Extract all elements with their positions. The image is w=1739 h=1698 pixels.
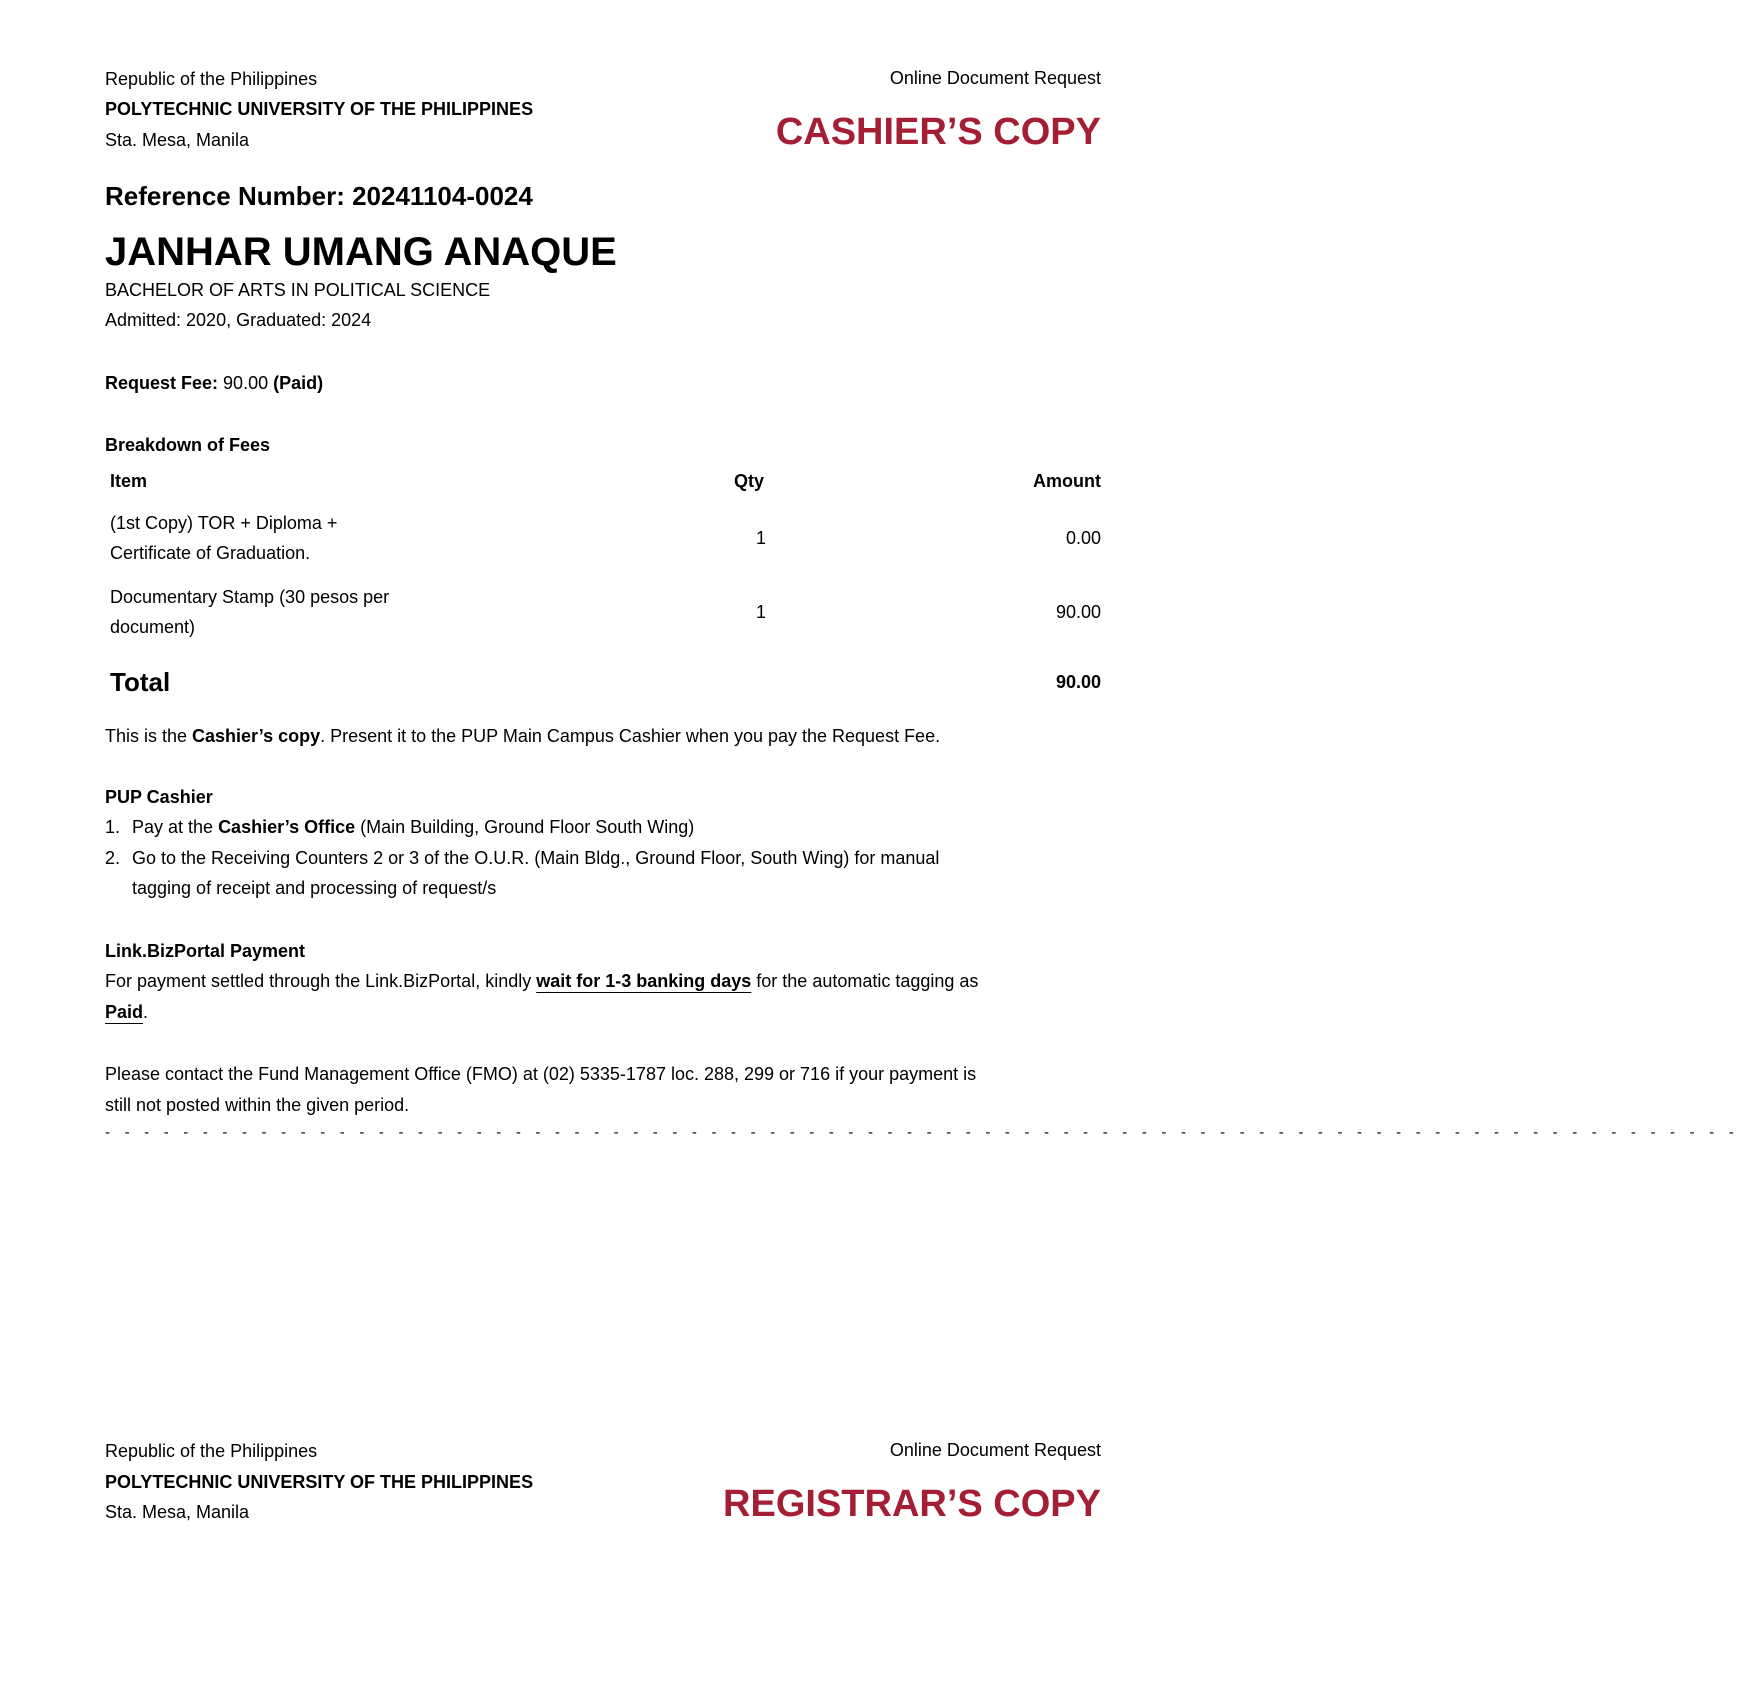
request-fee-label: Request Fee: [105,373,219,393]
pup-cashier-step-1 [105,816,694,838]
cut-line-divider: - - - - - - - - - - - - - - - - - - - - - - - - - - - - - - - - - - - - - - - - - - - - - - - - - - - - - - - - - - - - - - - - - - - - - - - - - - - - - - - - - - - - [105,1124,1739,1141]
request-fee [105,372,323,394]
notice-bold: Cashier’s copy [192,726,321,746]
table-row [105,576,1101,650]
step1-suffix: (Main Building, Ground Floor South Wing) [355,817,695,837]
university-location: Sta. Mesa, Manila [105,1502,250,1522]
row-amount: 0.00 [1065,528,1101,548]
registrars-copy-title: REGISTRAR’S COPY [723,1483,1101,1525]
university-name: POLYTECHNIC UNIVERSITY OF THE PHILIPPINES [105,1472,534,1492]
bizportal-line-2 [105,1001,148,1023]
step-number: 1. [105,817,121,837]
bizportal-period: . [143,1002,149,1022]
bizportal-line-1 [105,970,978,992]
bizportal-suffix: for the automatic tagging as [751,971,979,991]
request-fee-amount: 90.00 [223,373,269,393]
column-header-qty: Qty [734,471,765,491]
breakdown-title: Breakdown of Fees [105,435,271,455]
reference-number-value: 20241104-0024 [352,181,533,211]
row-qty: 1 [756,528,767,548]
university-location: Sta. Mesa, Manila [105,130,250,150]
bizportal-paid: Paid [105,1002,144,1022]
row-item-line2: document) [110,617,196,637]
total-amount: 90.00 [1055,672,1101,692]
column-header-item: Item [110,471,148,491]
step1-bold: Cashier’s Office [218,817,356,837]
table-row [105,502,1101,576]
reference-number-label: Reference Number: [105,181,345,211]
online-document-request-label: Online Document Request [889,1440,1101,1460]
row-amount: 90.00 [1055,602,1101,622]
request-fee-status: (Paid) [273,373,324,393]
bizportal-prefix: For payment settled through the Link.BizPortal, kindly [105,971,537,991]
contact-line-1: Please contact the Fund Management Office (FMO) at (02) 5335-1787 loc. 288, 299 or 716 if your payment is [105,1064,977,1084]
pup-cashier-step-2 [105,847,939,869]
university-name: POLYTECHNIC UNIVERSITY OF THE PHILIPPINES [105,99,534,119]
republic-label: Republic of the Philippines [105,69,318,89]
cashier-notice [105,725,940,747]
notice-prefix: This is the [105,726,193,746]
bizportal-wait-days: wait for 1-3 banking days [536,971,752,991]
row-item-line1: (1st Copy) TOR + Diploma + [110,513,338,533]
step2-line2: tagging of receipt and processing of request/s [132,878,497,898]
row-qty: 1 [756,602,767,622]
bizportal-title: Link.BizPortal Payment [105,941,306,961]
step1-prefix: Pay at the [132,817,219,837]
contact-line-2: still not posted within the given period. [105,1095,410,1115]
republic-label: Republic of the Philippines [105,1441,318,1461]
column-header-amount: Amount [1033,471,1101,491]
online-document-request-label: Online Document Request [889,68,1101,88]
row-item-line2: Certificate of Graduation. [110,543,311,563]
row-item-line1: Documentary Stamp (30 pesos per [110,587,390,607]
cashiers-copy-title: CASHIER’S COPY [775,111,1101,153]
reference-number [105,180,533,212]
student-program: BACHELOR OF ARTS IN POLITICAL SCIENCE [105,280,491,300]
fees-table [105,460,1101,700]
step2-line1: Go to the Receiving Counters 2 or 3 of the O.U.R. (Main Bldg., Ground Floor, South Wing) for manual [132,848,940,868]
pup-cashier-title: PUP Cashier [105,787,213,807]
total-label: Total [110,667,171,697]
student-name: JANHAR UMANG ANAQUE [105,230,617,274]
notice-suffix: . Present it to the PUP Main Campus Cashier when you pay the Request Fee. [320,726,941,746]
step-number: 2. [105,848,121,868]
student-admission: Admitted: 2020, Graduated: 2024 [105,310,372,330]
